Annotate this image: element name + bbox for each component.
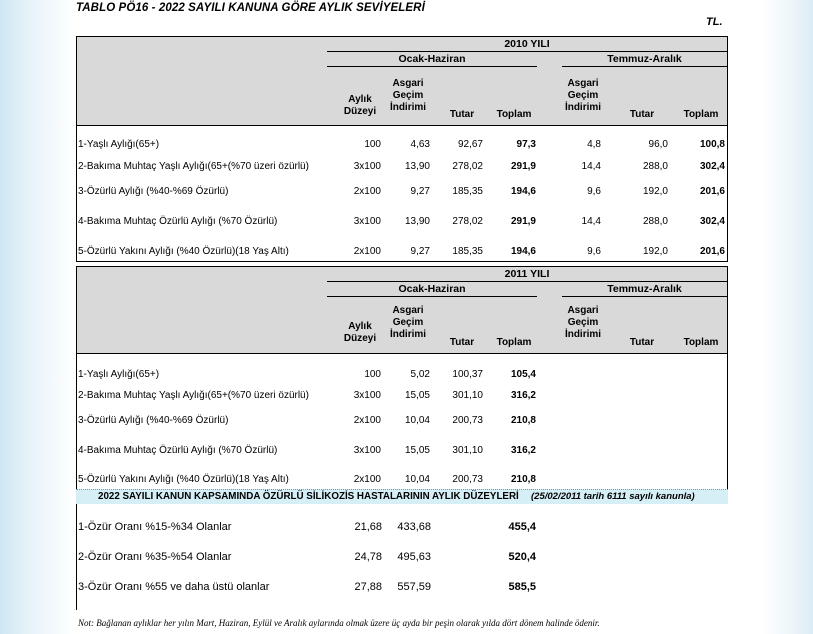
col-aylik-duzeyi: Aylık Düzeyi bbox=[343, 321, 377, 344]
toplam: 291,9 bbox=[510, 161, 536, 172]
col-asgari-1: Asgari Geçim İndirimi bbox=[389, 78, 427, 113]
row-label: 1-Yaşlı Aylığı(65+) bbox=[78, 139, 160, 150]
tutar: 301,10 bbox=[452, 445, 483, 456]
toplam: 585,5 bbox=[508, 581, 536, 593]
col-aylik-duzeyi: Aylık Düzeyi bbox=[343, 94, 377, 117]
divider bbox=[562, 66, 727, 67]
agi: 5,02 bbox=[410, 369, 430, 380]
tutar: 288,0 bbox=[642, 216, 668, 227]
agi: 24,78 bbox=[354, 551, 382, 563]
agi: 13,90 bbox=[404, 216, 430, 227]
divider bbox=[77, 125, 727, 126]
col-toplam-2: Toplam bbox=[683, 109, 719, 120]
table-row bbox=[77, 186, 727, 200]
row-label: 5-Özürlü Yakını Aylığı (%40 Özürlü)(18 Yaş Altı) bbox=[78, 246, 289, 257]
table-row bbox=[77, 445, 727, 459]
duzey: 3x100 bbox=[353, 390, 381, 401]
row-label: 2-Bakıma Muhtaç Yaşlı Aylığı(65+(%70 üzeri özürlü) bbox=[78, 161, 309, 172]
toplam: 210,8 bbox=[510, 415, 536, 426]
duzey: 3x100 bbox=[353, 445, 381, 456]
table-silikozis bbox=[76, 504, 728, 610]
toplam: 302,4 bbox=[699, 161, 725, 172]
tutar: 200,73 bbox=[452, 474, 483, 485]
toplam: 316,2 bbox=[510, 445, 536, 456]
duzey: 3x100 bbox=[353, 161, 381, 172]
agi: 15,05 bbox=[404, 445, 430, 456]
agi: 27,88 bbox=[354, 581, 382, 593]
agi: 9,6 bbox=[587, 246, 601, 257]
toplam: 97,3 bbox=[516, 139, 536, 150]
toplam: 316,2 bbox=[510, 390, 536, 401]
tutar: 92,67 bbox=[457, 139, 483, 150]
toplam: 455,4 bbox=[508, 521, 536, 533]
table-row bbox=[77, 216, 727, 230]
agi: 14,4 bbox=[581, 216, 601, 227]
banner-subtitle: (25/02/2011 tarih 6111 sayılı kanunla) bbox=[531, 491, 695, 502]
duzey: 100 bbox=[364, 369, 381, 380]
divider bbox=[327, 66, 537, 67]
col-tutar-1: Tutar bbox=[449, 109, 475, 120]
table-2011 bbox=[76, 266, 728, 490]
tutar: 278,02 bbox=[452, 216, 483, 227]
agi: 4,8 bbox=[587, 139, 601, 150]
divider bbox=[77, 353, 727, 354]
duzey: 2x100 bbox=[353, 186, 381, 197]
toplam: 194,6 bbox=[510, 186, 536, 197]
col-asgari-1: Asgari Geçim İndirimi bbox=[389, 305, 427, 340]
row-label: 3-Özür Oranı %55 ve daha üstü olanlar bbox=[78, 581, 270, 593]
tutar: 301,10 bbox=[452, 390, 483, 401]
toplam: 201,6 bbox=[699, 186, 725, 197]
tutar: 100,37 bbox=[452, 369, 483, 380]
tutar: 200,73 bbox=[452, 415, 483, 426]
duzey: 2x100 bbox=[353, 246, 381, 257]
agi: 10,04 bbox=[404, 415, 430, 426]
row-label: 1-Yaşlı Aylığı(65+) bbox=[78, 369, 160, 380]
row-label: 3-Özürlü Aylığı (%40-%69 Özürlü) bbox=[78, 415, 229, 426]
footnote: Not: Bağlanan aylıklar her yılın Mart, Haziran, Eylül ve Aralık aylarında olmak üzere üç ayda bir peşin olarak yılda dört dönem halinde ödenir. bbox=[78, 618, 600, 628]
row-label: 2-Bakıma Muhtaç Yaşlı Aylığı(65+(%70 üzeri özürlü) bbox=[78, 390, 309, 401]
row-label: 3-Özürlü Aylığı (%40-%69 Özürlü) bbox=[78, 186, 229, 197]
col-tutar-1: Tutar bbox=[449, 337, 475, 348]
tutar: 557,59 bbox=[397, 581, 431, 593]
row-label: 4-Bakıma Muhtaç Özürlü Aylığı (%70 Özürlü) bbox=[78, 216, 278, 227]
tutar: 278,02 bbox=[452, 161, 483, 172]
row-label: 1-Özür Oranı %15-%34 Olanlar bbox=[78, 521, 232, 533]
agi: 10,04 bbox=[404, 474, 430, 485]
year-label: 2011 YILI bbox=[504, 268, 550, 280]
divider bbox=[562, 296, 727, 297]
toplam: 210,8 bbox=[510, 474, 536, 485]
period-second: Temmuz-Aralık bbox=[607, 283, 682, 295]
col-tutar-2: Tutar bbox=[629, 337, 655, 348]
tutar: 192,0 bbox=[642, 246, 668, 257]
toplam: 194,6 bbox=[510, 246, 536, 257]
page-title: TABLO PÖ16 - 2022 SAYILI KANUNA GÖRE AYLIK SEVİYELERİ bbox=[76, 2, 425, 14]
agi: 9,27 bbox=[410, 186, 430, 197]
duzey: 2x100 bbox=[353, 474, 381, 485]
banner-title: 2022 SAYILI KANUN KAPSAMINDA ÖZÜRLÜ SİLİKOZİS HASTALARININ AYLIK DÜZEYLERİ bbox=[98, 491, 519, 502]
tutar: 192,0 bbox=[642, 186, 668, 197]
table-row bbox=[77, 390, 727, 404]
table-row bbox=[77, 551, 727, 567]
divider bbox=[327, 296, 537, 297]
agi: 21,68 bbox=[354, 521, 382, 533]
table-row bbox=[77, 161, 727, 175]
tutar: 433,68 bbox=[397, 521, 431, 533]
tutar: 495,63 bbox=[397, 551, 431, 563]
toplam: 520,4 bbox=[508, 551, 536, 563]
table-row bbox=[77, 415, 727, 429]
table-row bbox=[77, 521, 727, 537]
row-label: 5-Özürlü Yakını Aylığı (%40 Özürlü)(18 Yaş Altı) bbox=[78, 474, 289, 485]
agi: 15,05 bbox=[404, 390, 430, 401]
agi: 9,6 bbox=[587, 186, 601, 197]
col-asgari-2: Asgari Geçim İndirimi bbox=[564, 305, 602, 340]
toplam: 100,8 bbox=[699, 139, 725, 150]
agi: 14,4 bbox=[581, 161, 601, 172]
col-tutar-2: Tutar bbox=[629, 109, 655, 120]
currency-label: TL. bbox=[706, 16, 723, 28]
tutar: 185,35 bbox=[452, 186, 483, 197]
tutar: 288,0 bbox=[642, 161, 668, 172]
duzey: 2x100 bbox=[353, 415, 381, 426]
period-first: Ocak-Haziran bbox=[398, 53, 466, 65]
silikozis-banner bbox=[76, 489, 728, 505]
agi: 4,63 bbox=[410, 139, 430, 150]
col-asgari-2: Asgari Geçim İndirimi bbox=[564, 78, 602, 113]
toplam: 201,6 bbox=[699, 246, 725, 257]
row-label: 2-Özür Oranı %35-%54 Olanlar bbox=[78, 551, 232, 563]
table-row bbox=[77, 581, 727, 597]
duzey: 100 bbox=[364, 139, 381, 150]
toplam: 105,4 bbox=[510, 369, 536, 380]
year-label: 2010 YILI bbox=[504, 38, 550, 50]
col-toplam-1: Toplam bbox=[496, 337, 532, 348]
toplam: 302,4 bbox=[699, 216, 725, 227]
period-first: Ocak-Haziran bbox=[398, 283, 466, 295]
toplam: 291,9 bbox=[510, 216, 536, 227]
table-row bbox=[77, 474, 727, 488]
duzey: 3x100 bbox=[353, 216, 381, 227]
table-row bbox=[77, 246, 727, 260]
table-row bbox=[77, 369, 727, 383]
col-toplam-2: Toplam bbox=[683, 337, 719, 348]
table-2010 bbox=[76, 36, 728, 262]
tutar: 185,35 bbox=[452, 246, 483, 257]
agi: 9,27 bbox=[410, 246, 430, 257]
row-label: 4-Bakıma Muhtaç Özürlü Aylığı (%70 Özürlü) bbox=[78, 445, 278, 456]
period-second: Temmuz-Aralık bbox=[607, 53, 682, 65]
tutar: 96,0 bbox=[648, 139, 668, 150]
col-toplam-1: Toplam bbox=[496, 109, 532, 120]
agi: 13,90 bbox=[404, 161, 430, 172]
table-row bbox=[77, 139, 727, 153]
